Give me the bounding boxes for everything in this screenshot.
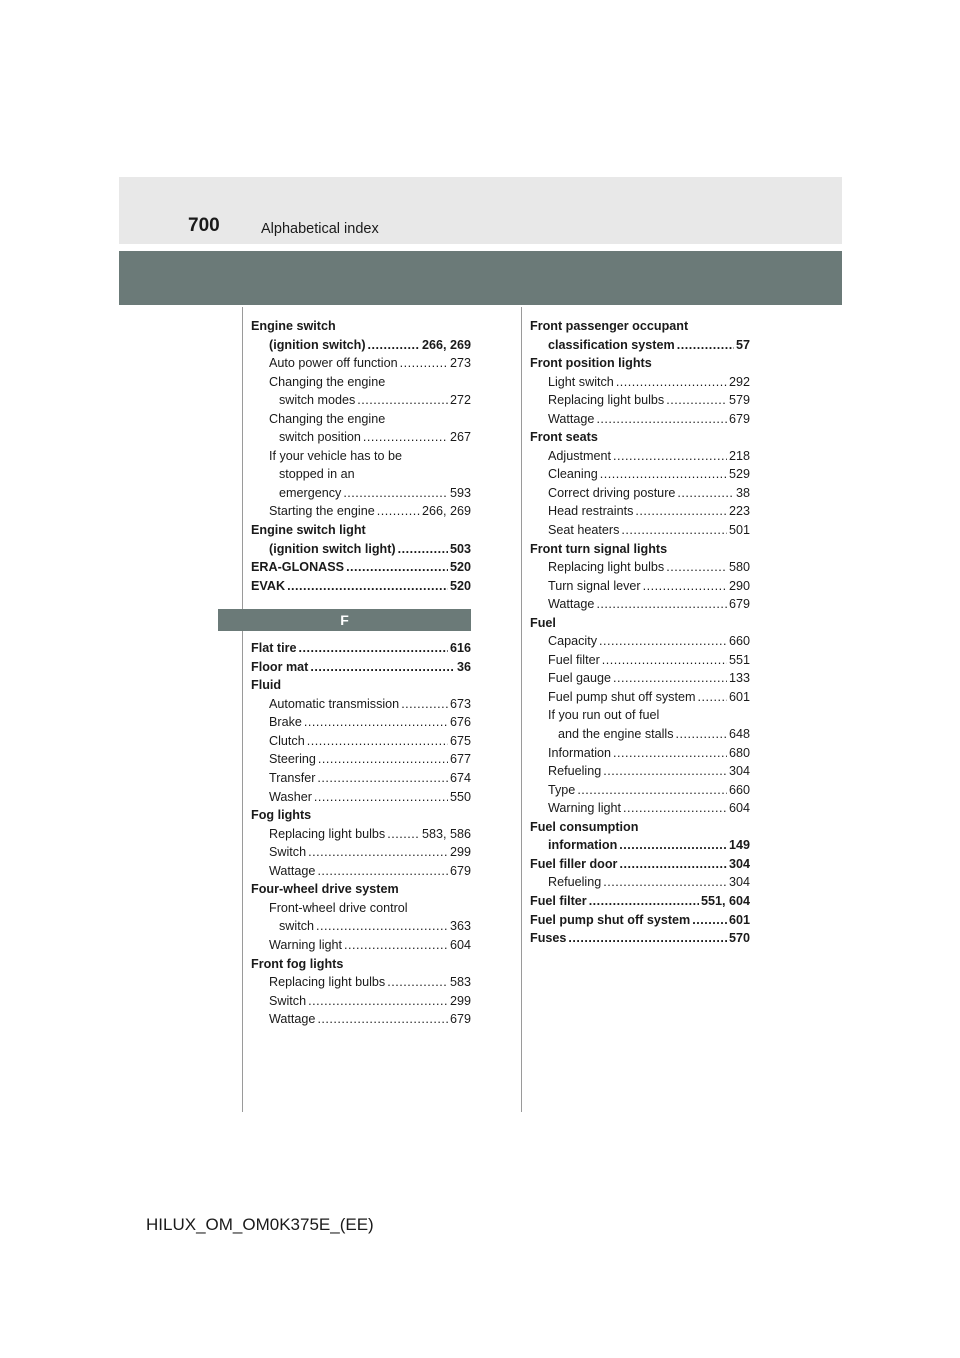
index-entry [530, 428, 750, 447]
index-entry-page: 601 [728, 689, 750, 704]
dot-leader [643, 577, 727, 596]
dot-leader [589, 892, 699, 911]
dot-leader [400, 354, 448, 373]
index-entry-term: Fluid [251, 678, 282, 693]
index-entries-f [251, 639, 471, 1028]
index-entry-page: 503 [449, 541, 471, 556]
index-entry-term: Wattage [548, 597, 595, 612]
document-code: HILUX_OM_OM0K375E_(EE) [146, 1215, 374, 1234]
dot-leader [343, 484, 448, 503]
index-entry-page: 604 [728, 801, 750, 816]
dot-leader [677, 484, 734, 503]
dot-leader [314, 788, 448, 807]
index-entry-term: Switch [269, 993, 307, 1008]
dot-leader [635, 502, 727, 521]
index-entry-term: Information [548, 745, 611, 760]
index-entry-term: Replacing light bulbs [269, 975, 386, 990]
index-entry-term: Light switch [548, 374, 614, 389]
index-entry [251, 880, 471, 899]
index-entry-term: Steering [269, 752, 316, 767]
index-entry [530, 484, 750, 503]
dot-leader [619, 836, 727, 855]
index-entry [251, 639, 471, 658]
dot-leader [308, 992, 448, 1011]
dot-leader [401, 695, 448, 714]
dot-leader [346, 558, 448, 577]
dot-leader [600, 465, 727, 484]
index-entry-term: If your vehicle has to be [269, 448, 403, 463]
index-entry-page: 679 [728, 597, 750, 612]
dot-leader [613, 447, 727, 466]
index-entry [530, 336, 750, 355]
index-entry-term: EVAK [251, 578, 286, 593]
index-entry [251, 676, 471, 695]
dot-leader [387, 973, 448, 992]
index-entry-page: 616 [449, 641, 471, 656]
index-entry-term: Front position lights [530, 356, 652, 371]
index-entry [251, 955, 471, 974]
index-entry-term: Starting the engine [269, 504, 375, 519]
index-entry-term: and the engine stalls [558, 727, 674, 742]
index-entry [251, 658, 471, 677]
index-entry-term: Front seats [530, 430, 598, 445]
index-entry [530, 614, 750, 633]
index-entry [251, 732, 471, 751]
index-entry-term: Engine switch [251, 319, 336, 333]
index-entry [530, 410, 750, 429]
index-entry [530, 595, 750, 614]
index-column-left [251, 317, 471, 1029]
dot-leader [577, 781, 727, 800]
index-entry [251, 410, 471, 429]
dot-leader [666, 391, 727, 410]
index-entry-page: 660 [728, 782, 750, 797]
index-entry-term: Brake [269, 715, 302, 730]
index-entry [251, 917, 471, 936]
index-entry-term: switch position [279, 430, 361, 445]
header-band [119, 177, 842, 244]
index-entry-page: 304 [728, 764, 750, 779]
index-entry [530, 651, 750, 670]
index-entry [251, 521, 471, 540]
index-entry-page: 551, 604 [700, 893, 750, 908]
dot-leader [568, 929, 727, 948]
index-entry [530, 855, 750, 874]
index-entry-page: 363 [449, 919, 471, 934]
index-entry [530, 558, 750, 577]
index-entry-term: Turn signal lever [548, 578, 641, 593]
dot-leader [603, 762, 727, 781]
index-entry-page: 304 [728, 875, 750, 890]
column-divider-right [521, 307, 522, 1112]
dot-leader [677, 336, 734, 355]
index-entry-page: 679 [449, 1012, 471, 1027]
index-entry-term: Replacing light bulbs [269, 826, 386, 841]
index-entry [251, 484, 471, 503]
dot-leader [676, 725, 727, 744]
index-entry-page: 149 [728, 838, 750, 853]
index-entry-term: Changing the engine [269, 411, 386, 426]
index-entry-term: Four-wheel drive system [251, 882, 399, 897]
index-entry-term: Correct driving posture [548, 485, 676, 500]
index-entry-term: Type [548, 782, 576, 797]
index-entry-term: Fuel pump shut off system [548, 689, 696, 704]
index-entry [530, 391, 750, 410]
index-entry-page: 266, 269 [421, 337, 471, 352]
dot-leader [357, 391, 448, 410]
index-entry [530, 447, 750, 466]
index-entry-page: 604 [449, 937, 471, 952]
index-entry-term: ERA-GLONASS [251, 560, 345, 575]
dot-leader [613, 669, 727, 688]
dot-leader [344, 936, 448, 955]
index-entry-term: Fuel consumption [530, 819, 639, 834]
dot-leader [596, 410, 727, 429]
index-entry-page: 304 [728, 856, 750, 871]
index-entry-term: Refueling [548, 764, 602, 779]
dot-leader [398, 540, 448, 559]
index-entry [251, 465, 471, 484]
index-entry [251, 502, 471, 521]
index-entry-page: 677 [449, 752, 471, 767]
dot-leader [299, 639, 448, 658]
index-entry-term: switch [279, 919, 314, 934]
index-entries-f-continued [530, 317, 750, 948]
index-entry [530, 818, 750, 837]
dot-leader [368, 336, 420, 355]
index-entry [530, 744, 750, 763]
index-entry-page: 674 [449, 771, 471, 786]
index-entry-term: Front-wheel drive control [269, 900, 408, 915]
index-entry-term: Replacing light bulbs [548, 560, 665, 575]
index-entry-term: switch modes [279, 393, 356, 408]
index-entry [251, 825, 471, 844]
index-entry-page: 520 [449, 560, 471, 575]
index-entry-page: 579 [728, 393, 750, 408]
index-entry-page: 133 [728, 671, 750, 686]
index-entry-page: 580 [728, 560, 750, 575]
dot-leader [697, 688, 727, 707]
index-entry [251, 862, 471, 881]
index-entry [530, 911, 750, 930]
index-entry [530, 577, 750, 596]
dot-leader [308, 843, 448, 862]
dot-leader [692, 911, 727, 930]
dot-leader [307, 732, 448, 751]
index-entry-term: Clutch [269, 733, 305, 748]
index-entry-page: 648 [728, 727, 750, 742]
index-entry-term: Fuel filler door [530, 856, 618, 871]
index-entry-page: 299 [449, 845, 471, 860]
index-entry-term: Wattage [269, 863, 316, 878]
index-entry-page: 673 [449, 696, 471, 711]
index-entry-term: classification system [548, 337, 675, 352]
index-entry-term: Auto power off function [269, 356, 398, 371]
index-entry-term: Capacity [548, 634, 597, 649]
index-entry-term: Fuel filter [530, 893, 587, 908]
index-entry [251, 992, 471, 1011]
index-entry-term: Front passenger occupant [530, 319, 689, 333]
index-entry [251, 336, 471, 355]
index-entry-page: 551 [728, 652, 750, 667]
index-entry-page: 550 [449, 789, 471, 804]
index-entry-term: Automatic transmission [269, 696, 400, 711]
index-entry-page: 57 [735, 337, 750, 352]
index-entry-term: Cleaning [548, 467, 598, 482]
index-entry-page: 601 [728, 912, 750, 927]
index-entry-term: If you run out of fuel [548, 708, 660, 723]
dot-leader [377, 502, 420, 521]
dot-leader [621, 521, 727, 540]
index-entry-term: stopped in an [279, 467, 355, 482]
header-dark-band [119, 251, 842, 305]
index-entry-term: Fog lights [251, 808, 312, 823]
index-entry [530, 892, 750, 911]
index-entry-page: 36 [456, 659, 471, 674]
index-entry-term: Head restraints [548, 504, 634, 519]
dot-leader [666, 558, 727, 577]
index-entry [530, 836, 750, 855]
index-entry-page: 593 [449, 485, 471, 500]
column-divider-left [242, 307, 243, 1112]
dot-leader [613, 744, 727, 763]
index-entry-term: Wattage [269, 1012, 316, 1027]
dot-leader [387, 825, 420, 844]
index-entry-term: (ignition switch) [269, 337, 366, 352]
index-entry-page: 501 [728, 523, 750, 538]
index-entry [530, 669, 750, 688]
index-entry-term: Warning light [269, 937, 343, 952]
index-entry [251, 317, 471, 336]
dot-leader [317, 862, 448, 881]
index-entry [530, 929, 750, 948]
index-entry-term: Warning light [548, 801, 622, 816]
index-entry [530, 706, 750, 725]
index-entry-term: Fuel [530, 615, 556, 630]
dot-leader [317, 769, 448, 788]
dot-leader [602, 651, 727, 670]
index-entry-term: Wattage [548, 411, 595, 426]
index-entry-term: Switch [269, 845, 307, 860]
index-entry [251, 558, 471, 577]
dot-leader [304, 713, 448, 732]
index-entry [530, 465, 750, 484]
index-entry-page: 660 [728, 634, 750, 649]
index-entry [530, 354, 750, 373]
index-entry [251, 899, 471, 918]
index-entry [251, 577, 471, 596]
index-entry-term: Floor mat [251, 659, 309, 674]
index-entry-term: Front fog lights [251, 956, 344, 971]
index-entry-page: 38 [735, 485, 750, 500]
index-entry [530, 317, 750, 336]
index-entry-term: Adjustment [548, 448, 611, 463]
page-number: 700 [188, 215, 220, 236]
index-entry-page: 520 [449, 578, 471, 593]
index-entry [251, 936, 471, 955]
index-entry-page: 223 [728, 504, 750, 519]
dot-leader [287, 577, 448, 596]
dot-leader [619, 855, 727, 874]
index-entry-page: 267 [449, 430, 471, 445]
index-entry [251, 843, 471, 862]
index-entry-term: Fuel gauge [548, 671, 612, 686]
index-entry [251, 354, 471, 373]
dot-leader [603, 873, 727, 892]
index-entry-term: Fuel pump shut off system [530, 912, 691, 927]
index-entry [251, 428, 471, 447]
index-entry [530, 873, 750, 892]
index-entry-term: Refueling [548, 875, 602, 890]
index-entry [251, 750, 471, 769]
index-entry-page: 292 [728, 374, 750, 389]
index-entry [530, 632, 750, 651]
index-entry-term: Flat tire [251, 641, 297, 656]
index-entry-term: Transfer [269, 771, 316, 786]
index-entry-page: 529 [728, 467, 750, 482]
index-entry-page: 680 [728, 745, 750, 760]
index-entry-page: 570 [728, 931, 750, 946]
index-entry-page: 679 [449, 863, 471, 878]
index-entry-term: Engine switch light [251, 523, 366, 538]
index-entry-page: 675 [449, 733, 471, 748]
index-entry-page: 583 [449, 975, 471, 990]
index-entry [251, 391, 471, 410]
index-entry [530, 521, 750, 540]
index-entry [530, 373, 750, 392]
index-entry-page: 583, 586 [421, 826, 471, 841]
index-entry-term: Changing the engine [269, 374, 386, 389]
index-entry [251, 373, 471, 392]
index-entry [251, 806, 471, 825]
dot-leader [596, 595, 727, 614]
index-entry [530, 762, 750, 781]
index-entry-term: Fuel filter [548, 652, 600, 667]
index-entry [251, 540, 471, 559]
index-entry [251, 788, 471, 807]
index-entry [530, 725, 750, 744]
index-entry-page: 676 [449, 715, 471, 730]
index-entry-page: 272 [449, 393, 471, 408]
dot-leader [599, 632, 727, 651]
index-entry-page: 266, 269 [421, 504, 471, 519]
index-entry-term: Front turn signal lights [530, 541, 668, 556]
dot-leader [310, 658, 455, 677]
index-entry [530, 540, 750, 559]
dot-leader [616, 373, 727, 392]
index-entry [530, 688, 750, 707]
index-entry-term: information [548, 838, 618, 853]
index-entry-page: 679 [728, 411, 750, 426]
dot-leader [316, 917, 448, 936]
dot-leader [363, 428, 448, 447]
index-entry [251, 695, 471, 714]
index-entry-page: 273 [449, 356, 471, 371]
letter-heading-f: F [218, 609, 471, 631]
index-entry [530, 502, 750, 521]
index-column-right [530, 317, 750, 948]
index-entry-page: 299 [449, 993, 471, 1008]
dot-leader [318, 750, 448, 769]
dot-leader [317, 1010, 448, 1029]
section-title: Alphabetical index [261, 221, 379, 237]
index-entry-term: Washer [269, 789, 312, 804]
index-entry [530, 799, 750, 818]
index-entry [251, 447, 471, 466]
index-entry-page: 290 [728, 578, 750, 593]
index-entry [251, 713, 471, 732]
index-entry [251, 973, 471, 992]
index-entry-term: Fuses [530, 931, 567, 946]
index-entries-e [251, 317, 471, 595]
index-entry [251, 769, 471, 788]
index-entry-term: Replacing light bulbs [548, 393, 665, 408]
index-entry-page: 218 [728, 448, 750, 463]
index-entry [251, 1010, 471, 1029]
index-entry-term: (ignition switch light) [269, 541, 396, 556]
index-entry-term: Seat heaters [548, 523, 620, 538]
dot-leader [623, 799, 727, 818]
index-entry-term: emergency [279, 485, 342, 500]
index-entry [530, 781, 750, 800]
